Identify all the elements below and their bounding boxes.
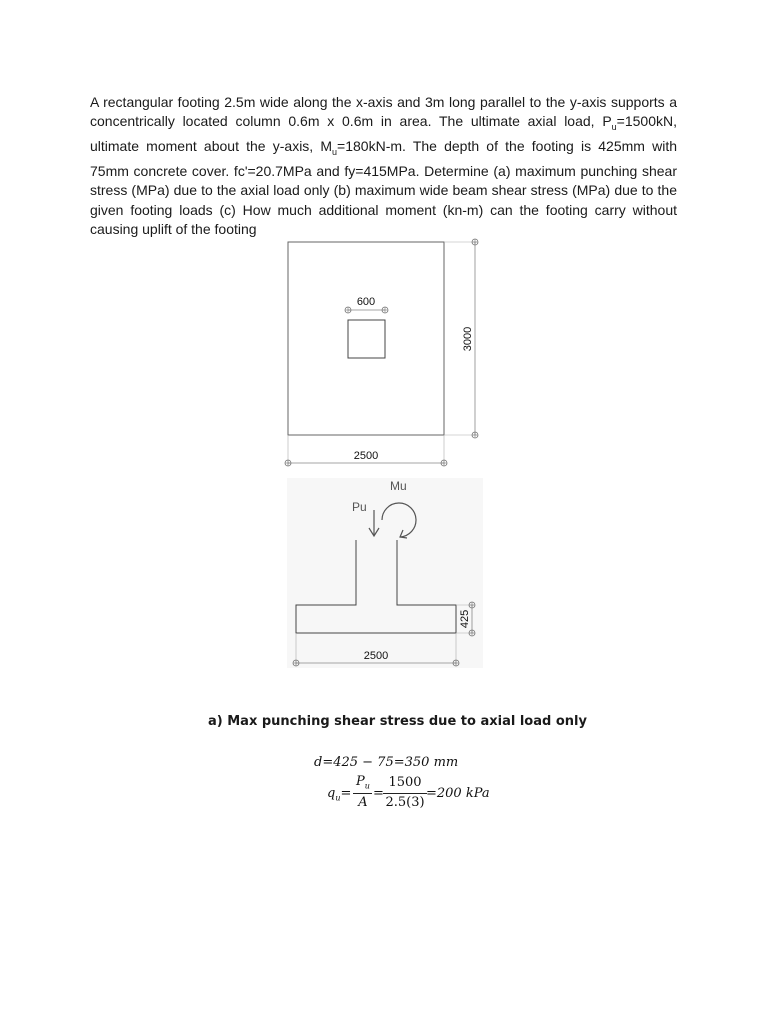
length-dimension-label: 3000 bbox=[462, 326, 474, 352]
elevation-view bbox=[287, 478, 483, 668]
fraction2-bar bbox=[383, 793, 427, 794]
p-symbol: P bbox=[356, 774, 365, 789]
q-symbol: q bbox=[327, 786, 336, 801]
plan-view bbox=[285, 239, 478, 466]
equals-sign: = bbox=[373, 786, 384, 801]
q-subscript: u bbox=[335, 793, 341, 803]
pressure-lhs: $q_u=$ bbox=[327, 786, 352, 803]
column-dimension-label: 600 bbox=[356, 296, 376, 308]
problem-text-3: =180kN-m. The depth of the footing is 425mm with 75mm concrete cover. fc'=20.7MPa and fy=415MPa. Determine (a) maximum punching shear stress (MPa) due to the axial load only (b) maximum wide beam shear stress (MPa) due to the given footing loads (c) How much additional moment (kn-m) can the footing carry without causing uplift of the footing bbox=[90, 138, 677, 237]
problem-text-1: A rectangular footing 2.5m wide along the x-axis and 3m long parallel to the y-axis supports a concentrically located column 0.6m x 0.6m in area. The ultimate axial load, P bbox=[90, 94, 677, 130]
width-dimension-label: 2500 bbox=[353, 450, 379, 462]
fraction1-bar bbox=[353, 793, 372, 794]
subscript-u: u bbox=[332, 147, 338, 157]
fraction1-denominator: A bbox=[358, 795, 368, 810]
load-label: Pu bbox=[352, 500, 367, 514]
moment-label: Mu bbox=[390, 479, 407, 493]
p-subscript: u bbox=[364, 781, 370, 791]
elevation-width-label: 2500 bbox=[363, 650, 389, 662]
section-a-heading: a) Max punching shear stress due to axial load only bbox=[208, 714, 587, 729]
depth-dimension-label: 425 bbox=[459, 609, 471, 629]
subscript-u: u bbox=[611, 122, 617, 132]
fraction2-numerator: 1500 bbox=[388, 775, 422, 790]
pressure-result: =200 kPa bbox=[426, 786, 490, 801]
depth-equation: d=425 − 75=350 mm bbox=[314, 755, 459, 770]
fraction2-denominator: 2.5(3) bbox=[385, 795, 425, 810]
column-plan-outline bbox=[348, 320, 385, 358]
fraction1-numerator bbox=[354, 774, 372, 791]
footing-plan-outline bbox=[288, 242, 444, 435]
problem-text-2: =1500kN, ultimate moment about the y-axis, M bbox=[90, 113, 677, 155]
